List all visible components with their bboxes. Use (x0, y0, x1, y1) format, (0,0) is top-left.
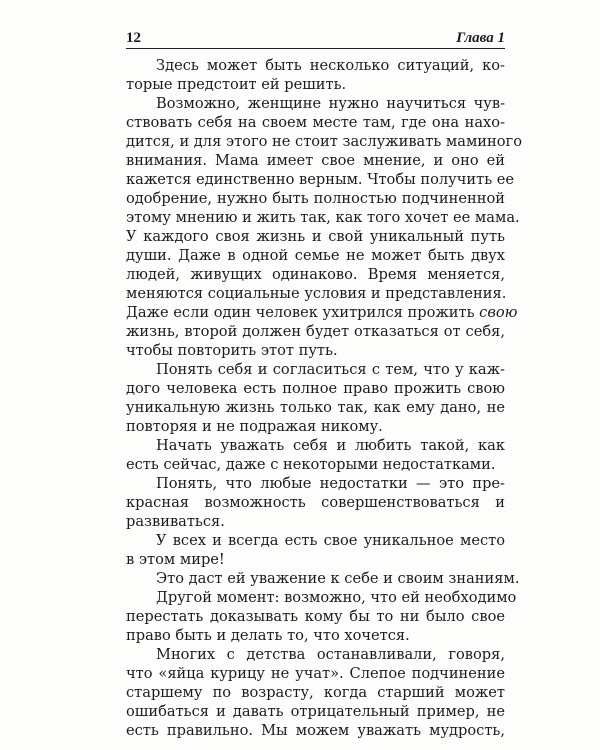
text-line-content: ошибаться и давать отрицательный пример, не (126, 703, 505, 720)
text-line (126, 303, 518, 322)
text-line-content: У каждого своя жизнь и свой уникальный путь (126, 228, 505, 245)
text-line-content: в этом мире! (126, 551, 225, 568)
text-line (126, 455, 505, 474)
text-line (126, 113, 505, 132)
page-number: 12 (126, 30, 141, 46)
text-line (126, 588, 517, 607)
text-line (126, 664, 505, 683)
text-line (126, 702, 505, 721)
text-line (126, 265, 505, 284)
text-line-content: старшему по возрасту, когда старший может (126, 684, 505, 701)
emphasized-word: свою (479, 304, 518, 321)
text-line (126, 626, 505, 645)
text-line-content: Другой момент: возможно, что ей необходимо (156, 589, 517, 606)
text-line-content: Здесь может быть несколько ситуаций, ко- (156, 57, 505, 74)
text-line-content: есть правильно. Мы можем уважать мудрость, (126, 722, 505, 739)
text-line-content: Понять, что любые недостатки — это пре- (156, 475, 505, 492)
text-line (126, 436, 505, 455)
text-line (126, 379, 505, 398)
text-line (126, 531, 505, 550)
text-line-content: ствовать себя на своем месте там, где она нахо- (126, 114, 505, 131)
text-line (126, 512, 505, 531)
text-line-content: людей, живущих одинаково. Время меняется, (126, 266, 505, 283)
text-line (126, 417, 505, 436)
text-line-content: дится, и для этого не стоит заслуживать маминого (126, 133, 522, 150)
text-line (126, 360, 505, 379)
text-line-content: торые предстоит ей решить. (126, 76, 347, 93)
text-line-content: повторяя и не подражая никому. (126, 418, 383, 435)
text-line (126, 607, 505, 626)
text-line-content: жизнь, второй должен будет отказаться от себя, (126, 323, 505, 340)
text-line (126, 75, 505, 94)
text-line (126, 227, 505, 246)
text-line (126, 132, 522, 151)
text-line (126, 398, 505, 417)
text-line (126, 493, 505, 512)
text-line-content: дого человека есть полное право прожить свою (126, 380, 505, 397)
text-line (126, 683, 505, 702)
text-line (126, 151, 505, 170)
text-line (126, 94, 505, 113)
text-line (126, 341, 505, 360)
body-text (126, 56, 522, 740)
text-line (126, 721, 505, 740)
text-line-content: Начать уважать себя и любить такой, как (156, 437, 505, 454)
text-line-content: красная возможность совершенствоваться и (126, 494, 505, 511)
text-line-content: есть сейчас, даже с некоторыми недостатками. (126, 456, 496, 473)
chapter-title: Глава 1 (456, 30, 505, 46)
text-line-content: меняются социальные условия и представления. (126, 285, 507, 302)
text-line-content: чтобы повторить этот путь. (126, 342, 338, 359)
text-line (126, 474, 505, 493)
text-line (126, 645, 505, 664)
text-line-content: У всех и всегда есть свое уникальное место (156, 532, 505, 549)
text-line-content: перестать доказывать кому бы то ни было свое (126, 608, 505, 625)
text-line-content: Возможно, женщине нужно научиться чув- (156, 95, 505, 112)
text-line (126, 246, 505, 265)
text-line-content: одобрение, нужно быть полностью подчиненной (126, 190, 505, 207)
text-line-content: души. Даже в одной семье не может быть двух (126, 247, 505, 264)
running-header (126, 30, 505, 49)
text-line (126, 550, 505, 569)
text-line (126, 569, 520, 588)
text-line (126, 189, 505, 208)
text-line-content: право быть и делать то, что хочется. (126, 627, 410, 644)
text-line (126, 284, 505, 303)
text-line-content: внимания. Мама имеет свое мнение, и оно ей (126, 152, 505, 169)
text-line-content: Понять себя и согласиться с тем, что у каж- (156, 361, 505, 378)
text-line-content: Это даст ей уважение к себе и своим знаниям. (156, 570, 520, 587)
text-line (126, 170, 515, 189)
text-line (126, 322, 505, 341)
text-line-content: уникальную жизнь только так, как ему дано, не (126, 399, 505, 416)
text-line-content: кажется единственно верным. Чтобы получить ее (126, 171, 515, 188)
text-line (126, 208, 520, 227)
text-line-content: развиваться. (126, 513, 225, 530)
text-line (126, 56, 505, 75)
text-line-content: Многих с детства останавливали, говоря, (156, 646, 505, 663)
text-line-content: этому мнению и жить так, как того хочет ее мама. (126, 209, 520, 226)
text-line-content: что «яйца курицу не учат». Слепое подчинение (126, 665, 505, 682)
text-line-content: Даже если один человек ухитрился прожить (126, 304, 480, 321)
